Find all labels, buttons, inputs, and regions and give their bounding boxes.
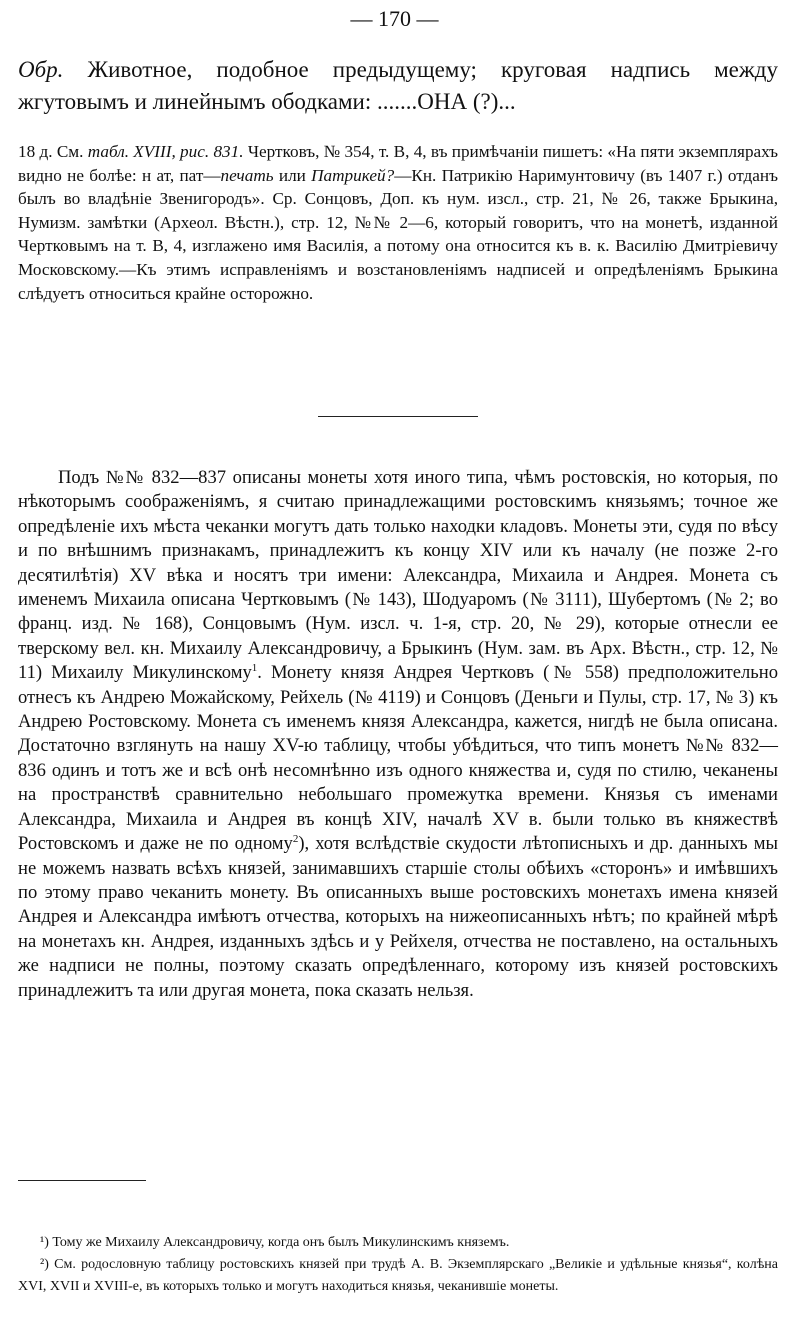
footnotes (18, 1232, 778, 1298)
paragraph-text: ), хотя вслѣдствіе скудости лѣтописныхъ и др. данныхъ мы не можемъ назвать всѣхъ князей, занимавшихъ старшіе столы обѣихъ «сторонъ» и имѣвшихъ по этому право чеканить монету. Въ описанныхъ выше ростовскихъ монетахъ имена князей Андрея и Александра имѣютъ отчества, которыхъ на нижеописанныхъ нѣтъ; по крайней мѣрѣ на монетахъ кн. Андрея, изданныхъ здѣсь и у Рейхеля, отчества не поставлено, на остальныхъ же надписи не полны, поэтому сказать опредѣленнаго, которому изъ князей ростовскихъ принадлежитъ та или другая монета, пока сказать нельзя. (18, 833, 778, 1001)
footnote-ref[interactable]: 2 (292, 832, 299, 845)
footnote-1: ¹) Тому же Михаилу Александровичу, когда онъ былъ Микулинскимъ княземъ. (40, 1235, 510, 1250)
note-18 (18, 140, 778, 305)
footnote-divider (18, 1180, 146, 1181)
obverse-label: Обр. (18, 57, 64, 82)
note-table-ref: табл. XVIII, рис. 831. (87, 142, 244, 161)
obverse-description (18, 54, 778, 118)
note-text: —Кн. Патрикію Наримунтовичу (въ 1407 г.) отданъ былъ во владѣніе Звенигородъ». Ср. Сонцовъ, Доп. къ нум. изсл., стр. 21, № 26, также Брыкина, Нумизм. замѣтки (Археол. Вѣстн.), стр. 12, №№ 2—6, который говоритъ, что на монетѣ, изданной Чертковымъ на т. В, 4, изглажено имя Василія, а потому она относится къ в. к. Василію Дмитріевичу Московскому.—Къ этимъ исправленіямъ и возстановленіямъ надписей и опредѣленіямъ Брыкина слѣдуетъ относиться крайне осторожно. (18, 165, 778, 303)
note-text: Чертковъ, № 354, т. В, 4, въ примѣчаніи пишетъ: «На пяти экземплярахъ видно не болѣе: н ат, пат— (18, 142, 778, 185)
note-text: или (273, 165, 312, 185)
note-text: 18 д. См. (18, 142, 88, 161)
paragraph-text: . Монету князя Андрея Чертковъ (№ 558) предположительно отнесъ къ Андрею Можайскому, Рейхель (№ 4119) и Сонцовъ (Деньги и Пулы, стр. 17, № 3) къ Андрею Ростовскому. Монета съ именемъ князя Александра, кажется, нигдѣ не была описана. Достаточно взглянуть на нашу XV-ю таблицу, чтобы убѣдиться, что типъ монетъ №№ 832—836 одинъ и тотъ же и всѣ онѣ несомнѣнно изъ одного княжества и, судя по стилю, чеканены на пространствѣ сравнительно небольшаго промежутка времени. Князья съ именами Александра, Михаила и Андрея въ концѣ XIV, началѣ XV в. были только въ княжествѣ Ростовскомъ и даже не по одному (18, 662, 778, 855)
main-paragraph (18, 466, 778, 1003)
section-divider (318, 416, 478, 417)
obverse-text: Животное, подобное предыдущему; круговая надпись между жгутовымъ и линейнымъ ободками: .......ОНА (?)... (18, 57, 778, 114)
note-italic-word: Патрикей? (311, 165, 395, 185)
footnote-ref[interactable]: 1 (251, 662, 258, 675)
page-number: — 170 — (350, 6, 439, 31)
footnote-2: ²) См. родословную таблицу ростовскихъ князей при трудѣ А. В. Экземплярскаго „Великіе и удѣльные князья“, колѣна XVI, XVII и XVIII-е, въ которыхъ только и могутъ находиться князья, чеканившіе монеты. (18, 1257, 778, 1294)
note-italic-word: печать (220, 165, 274, 185)
paragraph-text: Подъ №№ 832—837 описаны монеты хотя иного типа, чѣмъ ростовскія, но которыя, по нѣкоторымъ соображеніямъ, я считаю принадлежащими ростовскимъ князьямъ; точное же опредѣленіе ихъ мѣста чеканки могутъ дать только находки кладовъ. Монеты эти, судя по вѣсу и по внѣшнимъ признакамъ, принадлежитъ къ концу XIV или къ началу (не позже 2-го десятилѣтія) XV вѣка и носятъ три имени: Александра, Михаила и Андрея. Монета съ именемъ Михаила описана Чертковымъ (№ 143), Шодуаромъ (№ 3111), Шубертомъ (№ 2; во франц. изд. № 168), Сонцовымъ (Нум. изсл. ч. 1-я, стр. 20, № 29), которые отнесли ее тверскому вел. кн. Михаилу Александровичу, а Брыкинъ (Нум. зам. въ Арх. Вѣстн., стр. 12, № 11) Михаилу Микулинскому (18, 467, 778, 684)
